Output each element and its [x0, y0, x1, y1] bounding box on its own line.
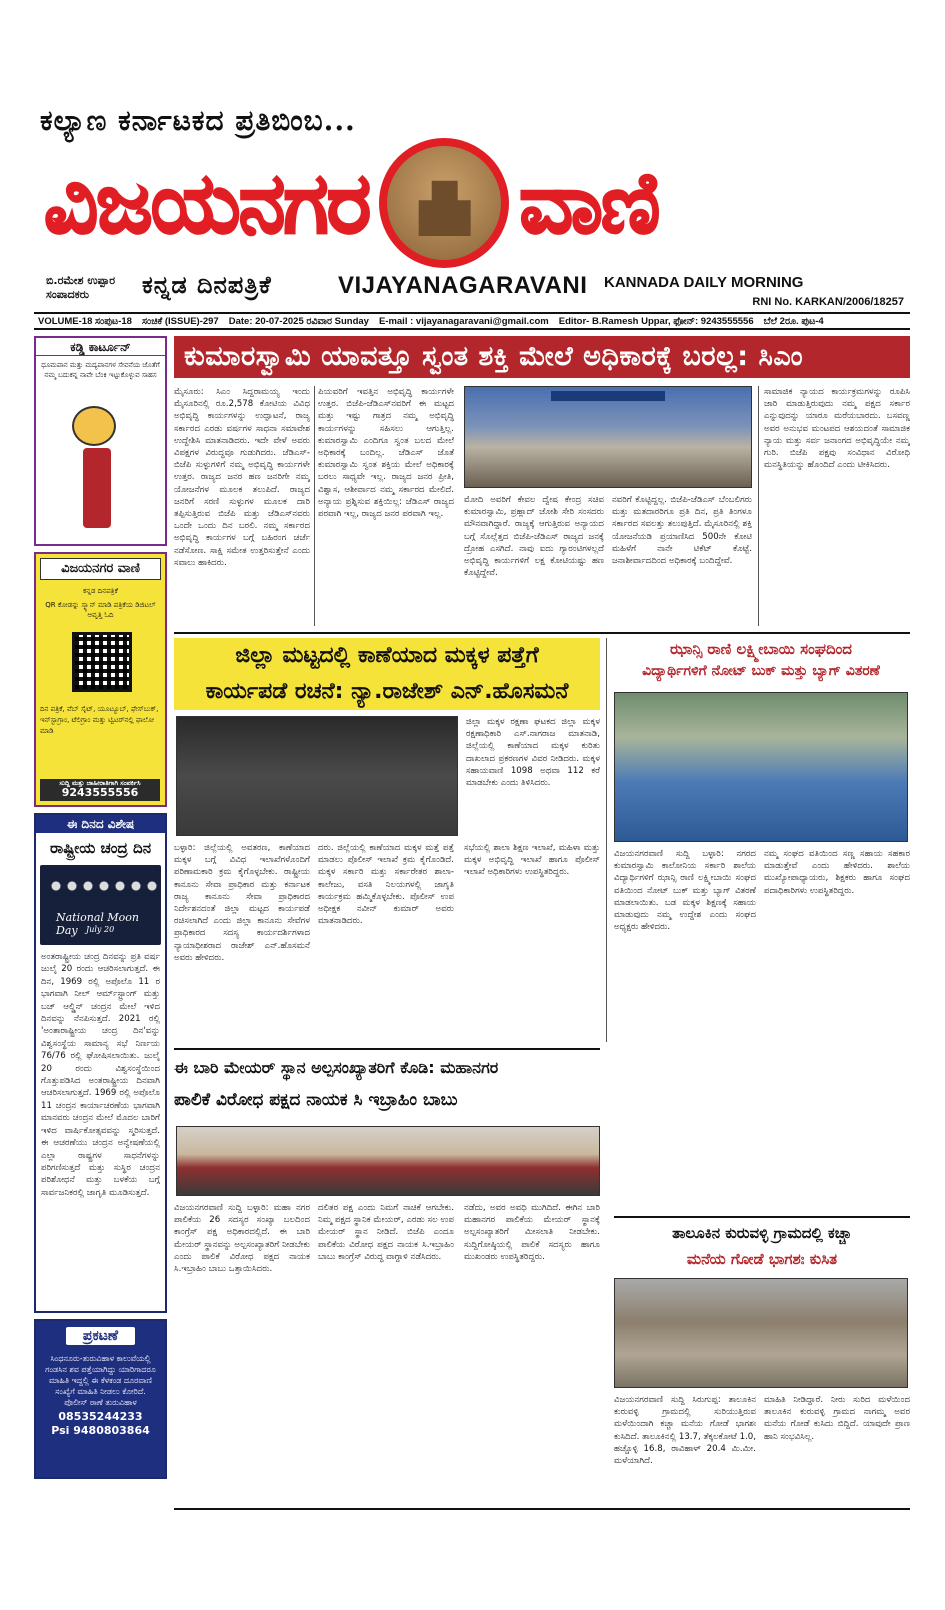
story4-col1: ವಿಜಯನಗರವಾಣಿ ಸುದ್ದಿ ಬಳ್ಳಾರಿ: ಮಹಾ ನಗರ ಪಾಲಿಕೆಯ 26 ಸದಸ್ಯರ ಸಂಖ್ಯಾ ಬಲದಿಂದ ಕಾಂಗ್ರೆಸ್ ಪಕ್ಷ ಅಧಿಕಾರದಲ್ಲಿದೆ. ಈ ಬಾರಿ ಮೇಯರ್ ಸ್ಥಾನವನ್ನು ಅಲ್ಪಸಂಖ್ಯಾತರಿಗೆ ನೀಡಬೇಕು ಎಂದು ಪಾಲಿಕೆ ವಿರೋಧ ಪಕ್ಷದ ನಾಯಕ ಸಿ.ಇಬ್ರಾಹಿಂ ಬಾಬು ಒತ್ತಾಯಿಸಿದರು.	[174, 1203, 310, 1275]
story3-col1: ವಿಜಯನಗರವಾಣಿ ಸುದ್ದಿ ಬಳ್ಳಾರಿ: ನಗರದ ಕುಮಾರಸ್ವಾಮಿ ಕಾಲೋನಿಯ ಸರ್ಕಾರಿ ಶಾಲೆಯ ವಿದ್ಯಾರ್ಥಿಗಳಿಗೆ ಝಾನ್ಸಿ ರಾಣಿ ಲಕ್ಷ್ಮೀಬಾಯಿ ಸಂಘದ ವತಿಯಿಂದ ನೋಟ್ ಬುಕ್ ಮತ್ತು ಬ್ಯಾಗ್ ವಿತರಣೆ ಮಾಡಲಾಯಿತು. ಬಡ ಮಕ್ಕಳ ಶಿಕ್ಷಣಕ್ಕೆ ಸಹಾಯ ಮಾಡುವುದು ನಮ್ಮ ಉದ್ದೇಶ ಎಂದು ಸಂಘದ ಅಧ್ಯಕ್ಷರು ಹೇಳಿದರು.	[614, 849, 756, 933]
special-head: ಈ ದಿನದ ವಿಶೇಷ	[36, 815, 165, 833]
notice-phone-1: 08535244233	[58, 1410, 143, 1423]
story5-headline-line2: ಮನೆಯ ಗೋಡೆ ಭಾಗಶಃ ಕುಸಿತ	[686, 1250, 838, 1268]
special-text: ಅಂತರಾಷ್ಟ್ರೀಯ ಚಂದ್ರ ದಿನವನ್ನು ಪ್ರತಿ ವರ್ಷ ಜುಲೈ 20 ರಂದು ಆಚರಿಸಲಾಗುತ್ತದೆ. ಈ ದಿನ, 1969 ರಲ್ಲಿ ಅಪೊಲೊ 11 ರ ಭಾಗವಾಗಿ ನೀಲ್ ಆರ್ಮ್‌ಸ್ಟ್ರಾಂಗ್ ಮತ್ತು ಬಜ್ ಆಲ್ಡ್ರಿನ್ ಚಂದ್ರನ ಮೇಲೆ ಇಳಿದ ದಿನವನ್ನು ನೆನಪಿಸುತ್ತದೆ. 2021 ರಲ್ಲಿ 'ಅಂತಾರಾಷ್ಟ್ರೀಯ ಚಂದ್ರ ದಿನ'ವನ್ನು ವಿಶ್ವಸಂಸ್ಥೆಯ ಸಾಮಾನ್ಯ ಸಭೆ ನಿರ್ಣಯ 76/76 ರಲ್ಲಿ ಘೋಷಿಸಲಾಯಿತು. ಜುಲೈ 20 ರಂದು ವಿಶ್ವಸಂಸ್ಥೆಯಿಂದ ಗೊತ್ತುಪಡಿಸಿದ ಅಂತರಾಷ್ಟ್ರೀಯ ದಿನವಾಗಿ ಆಚರಿಸಲಾಗುತ್ತದೆ. 1969 ರಲ್ಲಿ ಅಪೊಲೊ 11 ಚಂದ್ರನ ಕಾರ್ಯಾಚರಣೆಯ ಭಾಗವಾಗಿ ಮಾನವರು ಚಂದ್ರನ ಮೇಲೆ ಮೊದಲ ಬಾರಿಗೆ ಇಳಿದ ವಾರ್ಷಿಕೋತ್ಸವವನ್ನು ಸ್ಮರಿಸುತ್ತದೆ. ಈ ಆಚರಣೆಯು ಚಂದ್ರನ ಅನ್ವೇಷಣೆಯಲ್ಲಿ ಎಲ್ಲಾ ರಾಷ್ಟ್ರಗಳ ಸಾಧನೆಗಳನ್ನು ಪರಿಗಣಿಸುತ್ತದೆ ಮತ್ತು ಸುಸ್ಥಿರ ಚಂದ್ರನ ಪರಿಶೋಧನೆ ಮತ್ತು ಬಳಕೆಯ ಬಗ್ಗೆ ಸಾರ್ವಜನಿಕರಲ್ಲಿ ಜಾಗೃತಿ ಮೂಡಿಸುತ್ತದೆ.	[41, 952, 160, 1198]
story1-col3: ಮೋದಿ ಅವರಿಗೆ ಕೇವಲ ದ್ವೇಷ ಕೇಂದ್ರ ಸಚಿವ ಕುಮಾರಸ್ವಾಮಿ, ಪ್ರಹ್ಲಾದ್ ಜೋಶಿ ಸೇರಿ ಸಂಸದರು ಮೌನವಾಗಿದ್ದಾರೆ. ರಾಜ್ಯಕ್ಕೆ ಆಗುತ್ತಿರುವ ಅನ್ಯಾಯದ ಬಗ್ಗೆ ಸೊಲ್ಲೆತ್ತದ ಬಿಜೆಪಿ-ಜೆಡಿಎಸ್ ರಾಜ್ಯದ ಜನಕ್ಕೆ ದ್ರೋಹ ಎಸಗಿದೆ. ನಾವು ಐದು ಗ್ಯಾರಂಟಿಗಳಲ್ಲದೆ ಅಭಿವೃದ್ಧಿ ಕಾರ್ಯಗಳಿಗೆ ಲಕ್ಷ ಕೋಟಿಯಷ್ಟು ಹಣ ಕೊಟ್ಟಿದ್ದೇವೆ.	[464, 495, 604, 579]
english-title: VIJAYANAGARAVANI	[338, 272, 588, 299]
story2-col3: ಜಿಲ್ಲಾ ಮಕ್ಕಳ ರಕ್ಷಣಾ ಘಟಕದ ಜಿಲ್ಲಾ ಮಕ್ಕಳ ರಕ್ಷಣಾಧಿಕಾರಿ ಎಸ್.ನಾಗರಾಜ ಮಾತನಾಡಿ, ಜಿಲ್ಲೆಯಲ್ಲಿ ಕಾಣೆಯಾದ ಮಕ್ಕಳ ಕುರಿತು ದಾಖಲಾದ ಪ್ರಕರಣಗಳ ವಿವರ ನೀಡಿದರು. ಮಕ್ಕಳ ಸಹಾಯವಾಣಿ 1098 ಅಥವಾ 112 ಕರೆ ಮಾಡಬೇಕು ಎಂದು ತಿಳಿಸಿದರು.	[466, 717, 600, 789]
story4-headline	[174, 1052, 600, 1122]
email: E-mail : vijayanagaravani@gmail.com	[378, 315, 549, 327]
story1-photo	[464, 386, 752, 488]
cartoon-figure-icon	[58, 398, 138, 528]
today-special-box	[34, 813, 167, 1313]
ad-contact: ಸುದ್ದಿ ಮತ್ತು ಜಾಹೀರಾತಿಗಾಗಿ ಸಂಪರ್ಕಿಸಿ	[59, 779, 141, 787]
story4-photo	[176, 1126, 600, 1196]
ad-social-lines: ದಿನ ಪತ್ರಿಕೆ, ವೆಬ್ ಸೈಟ್, ಯೂಟ್ಯೂಬ್, ಫೇಸ್‌ಬುಕ್, ಇನ್‌ಸ್ಟಾಗ್ರಾಂ, ಟೆಲಿಗ್ರಾಂ ಮತ್ತು ಟ್ವಿಟರ್‌ನಲ್ಲಿ ಫಾಲೋ ಮಾಡಿ	[40, 705, 159, 735]
newspaper-page	[34, 96, 910, 1516]
cartoon-head: ಕಡ್ಡಿ ಕಾರ್ಟೂನ್	[36, 338, 165, 356]
ad-phone	[40, 779, 160, 801]
story5-headline	[614, 1220, 910, 1276]
story4-col2: ದಲಿತರ ಪಕ್ಷ ಎಂದು ನಿಮಗೆ ನಾಚಿಕೆ ಆಗಬೇಕು. ನಿಮ್ಮ ಪಕ್ಷದ ಸ್ಥಾನಿಕ ಮೇಯರ್, ಎರಡು ಸಲ ಉಪ ಮೇಯರ್ ಸ್ಥಾನ ನೀಡಿದೆ. ಬಿಜೆಪಿ ಎಂದೂ ಪಾಲಿಕೆಯ ವಿರೋಧ ಪಕ್ಷದ ನಾಯಕ ಸಿ.ಇಬ್ರಾಹಿಂ ಬಾಬು ಕಾಂಗ್ರೆಸ್ ವಿರುದ್ಧ ವಾಗ್ದಾಳಿ ನಡೆಸಿದರು.	[318, 1203, 454, 1262]
story5-photo	[614, 1278, 908, 1388]
story4-headline-line1: ಈ ಬಾರಿ ಮೇಯರ್ ಸ್ಥಾನ ಅಲ್ಪಸಂಖ್ಯಾತರಿಗೆ ಕೊಡಿ: ಮಹಾನಗರ	[174, 1058, 499, 1077]
moon-day-date: July 20	[86, 925, 115, 934]
cartoon-box	[34, 336, 167, 546]
story5-col1: ವಿಜಯನಗರವಾಣಿ ಸುದ್ದಿ ಸಿರುಗುಪ್ಪ: ತಾಲೂಕಿನ ಕುರುವಳ್ಳಿ ಗ್ರಾಮದಲ್ಲಿ ಸುರಿಯುತ್ತಿರುವ ಮಳೆಯಿಂದಾಗಿ ಕಚ್ಚಾ ಮನೆಯ ಗೋಡೆ ಭಾಗಶಃ ಕುಸಿದಿದೆ. ತಾಲೂಕಿನಲ್ಲಿ 13.7, ತೆಕ್ಕಲಕೋಟೆ 1.0, ಹಚ್ಚೊಳ್ಳಿ 16.8, ರಾವಿಹಾಳ್ 20.4 ಮಿ.ಮೀ. ಮಳೆಯಾಗಿದೆ.	[614, 1395, 756, 1467]
date: Date: 20-07-2025 ರವಿವಾರ Sunday	[228, 315, 369, 327]
story4-headline-line2: ಪಾಲಿಕೆ ವಿರೋಧ ಪಕ್ಷದ ನಾಯಕ ಸಿ ಇಬ್ರಾಹಿಂ ಬಾಬು	[174, 1090, 458, 1110]
story3-headline-line1: ಝಾನ್ಸಿ ರಾಣಿ ಲಕ್ಷ್ಮೀಬಾಯಿ ಸಂಘದಿಂದ	[669, 640, 853, 658]
price: ಬೆಲೆ 2ರೂ. ಪುಟ-4	[763, 315, 824, 327]
cartoon-caption: ಧೂಮಪಾನ ಮತ್ತು ಮದ್ಯಪಾನಗಳ ಸೇವನೆಯ ಜೊತೆಗೆ ನಮ್ಮ ಬದುಕನ್ನ ನಾವೇ ಬೆಂಕಿ ಇಟ್ಟುಕೊಳ್ಳುವ ಸಾಹಸ	[41, 361, 160, 379]
story5-col2: ಮಾಹಿತಿ ನೀಡಿದ್ದಾರೆ. ನೀರು ಸುರಿದ ಮಳೆಯಿಂದ ತಾಲೂಕಿನ ಕುರುವಳ್ಳಿ ಗ್ರಾಮದ ನಾಗಮ್ಮ ಅವರ ಮನೆಯ ಗೋಡೆ ಕುಸಿದು ಬಿದ್ದಿದೆ. ಯಾವುದೇ ಪ್ರಾಣ ಹಾನಿ ಸಂಭವಿಸಿಲ್ಲ.	[764, 1395, 910, 1442]
story2-col4: ಸಭೆಯಲ್ಲಿ ಶಾಲಾ ಶಿಕ್ಷಣ ಇಲಾಖೆ, ಮಹಿಳಾ ಮತ್ತು ಮಕ್ಕಳ ಅಭಿವೃದ್ಧಿ ಇಲಾಖೆ ಹಾಗೂ ಪೊಲೀಸ್ ಇಲಾಖೆ ಅಧಿಕಾರಿಗಳು ಉಪಸ್ಥಿತರಿದ್ದರು.	[464, 843, 600, 878]
story1-col5: ಸಾಮಾಜಿಕ ನ್ಯಾಯದ ಕಾರ್ಯಕ್ರಮಗಳನ್ನು ರೂಪಿಸಿ ಜಾರಿ ಮಾಡುತ್ತಿರುವುದು ನಮ್ಮ ಪಕ್ಷದ ಸರ್ಕಾರ ಎನ್ನುವುದನ್ನು ಯಾರೂ ಮರೆಯಬಾರದು. ಬಸವಣ್ಣ ಅವರ ಅನುಭವ ಮಂಟಪದ ಆಶಯದಂತೆ ಸಾಮಾಜಿಕ ನ್ಯಾಯ ಮತ್ತು ಸರ್ವ ಜನಾಂಗದ ಅಭಿವೃದ್ಧಿಯೇ ನಮ್ಮ ಗುರಿ. ಬಿಜೆಪಿ ಪಕ್ಷವು ಸಂವಿಧಾನ ವಿರೋಧಿ ಮನಸ್ಥಿತಿಯನ್ನು ಹೊಂದಿದೆ ಎಂದು ಟೀಕಿಸಿದರು.	[764, 387, 910, 471]
title-right: ವಾಣಿ	[519, 154, 659, 252]
dateline	[34, 312, 910, 330]
story2-col1: ಬಳ್ಳಾರಿ: ಜಿಲ್ಲೆಯಲ್ಲಿ ಅವತರಣ, ಕಾಣೆಯಾದ ಮಕ್ಕಳ ಬಗ್ಗೆ ವಿವಿಧ ಇಲಾಖೆಗಳೊಂದಿಗೆ ಪರಿಣಾಮಕಾರಿ ಕ್ರಮ ಕೈಗೊಳ್ಳಬೇಕು. ರಾಷ್ಟ್ರೀಯ ಕಾನೂನು ಸೇವಾ ಪ್ರಾಧಿಕಾರ ಮತ್ತು ಕರ್ನಾಟಕ ರಾಜ್ಯ ಕಾನೂನು ಸೇವಾ ಪ್ರಾಧಿಕಾರದ ನಿರ್ದೇಶನದಂತೆ ಜಿಲ್ಲಾ ಮಟ್ಟದ ಕಾರ್ಯಪಡೆ ರಚಿಸಲಾಗಿದೆ ಎಂದು ಜಿಲ್ಲಾ ಕಾನೂನು ಸೇವೆಗಳ ಪ್ರಾಧಿಕಾರದ ಸದಸ್ಯ ಕಾರ್ಯದರ್ಶಿಗಳಾದ ನ್ಯಾಯಾಧೀಶರಾದ ರಾಜೇಶ್ ಎನ್.ಹೊಸಮನೆ ಅವರು ಹೇಳಿದರು.	[174, 843, 310, 963]
story1-col1: ಮೈಸೂರು: ಸಿಎಂ ಸಿದ್ದರಾಮಯ್ಯ ಇಂದು ಮೈಸೂರಿನಲ್ಲಿ ರೂ.2,578 ಕೋಟಿಯ ವಿವಿಧ ಅಭಿವೃದ್ಧಿ ಕಾರ್ಯಗಳನ್ನು ಉದ್ಘಾಟನೆ, ರಾಜ್ಯ ಸರ್ಕಾರದ ಎರಡು ವರ್ಷಗಳ ಸಾಧನಾ ಸಮಾವೇಶ ಉದ್ದೇಶಿಸಿ ಮಾತನಾಡಿದರು. ಇದೇ ವೇಳೆ ಅವರು ವಿಪಕ್ಷಗಳ ವಿರುದ್ಧವೂ ಗುಡುಗಿದರು. ಜೆಡಿಎಸ್-ಬಿಜೆಪಿ ಸುಳ್ಳುಗಳಿಗೆ ನಮ್ಮ ಅಭಿವೃದ್ಧಿ ಕಾರ್ಯಗಳೇ ಉತ್ತರ. ರಾಜ್ಯದ ಜನರ ಹಣ ಜನರಿಗೇ ನಮ್ಮ ಯೋಜನೆಗಳ ಮೂಲಕ ತಲುಪಿದೆ. ರಾಜ್ಯದ ಜನರಿಗೆ ಸರಣಿ ಸುಳ್ಳುಗಳ ಮೂಲಕ ದಾರಿ ತಪ್ಪಿಸುತ್ತಿರುವ ಬಿಜೆಪಿ ಮತ್ತು ಜೆಡಿಎಸ್‌ನವರು ಒಂದೇ ಒಂದು ದಿನ ಬರಲಿ. ನಮ್ಮ ಸರ್ಕಾರದ ಅಭಿವೃದ್ಧಿ ಕಾರ್ಯಗಳ ಬಗ್ಗೆ ಬಹಿರಂಗ ಚರ್ಚೆ ನಡೆಸೋಣ. ಸಾಕ್ಷಿ ಸಮೇತ ಉತ್ತರಿಸುತ್ತೇನೆ ಎಂದು ಸವಾಲು ಹಾಕಿದರು.	[174, 387, 310, 568]
kannada-daily-label: ಕನ್ನಡ ದಿನಪತ್ರಿಕೆ	[142, 270, 272, 299]
ad-phone-number: 9243555556	[61, 786, 139, 799]
editor-contact: Editor- B.Ramesh Uppar, ಫೋನ್: 9243555556	[558, 315, 754, 327]
left-column	[34, 336, 167, 1516]
story1-col2: ಪಿಯವರಿಗೆ ಇವತ್ತಿನ ಅಭಿವೃದ್ಧಿ ಕಾರ್ಯಗಳೇ ಉತ್ತರ. ಬಿಜೆಪಿ-ಜೆಡಿಎಸ್‌ನವರಿಗೆ ಈ ಮಟ್ಟದ ಮತ್ತು ಇಷ್ಟು ಗಾತ್ರದ ನಮ್ಮ ಅಭಿವೃದ್ಧಿ ಕಾರ್ಯಗಳನ್ನು ಸಹಿಸಲು ಆಗುತ್ತಿಲ್ಲ. ಕುಮಾರಸ್ವಾಮಿ ಎಂದಿಗೂ ಸ್ವಂತ ಬಲದ ಮೇಲೆ ಅಧಿಕಾರಕ್ಕೆ ಬಂದಿಲ್ಲ. ಜೆಡಿಎಸ್ ಜೊತೆ ಕುಮಾರಸ್ವಾಮಿ ಸ್ವಂತ ಶಕ್ತಿಯ ಮೇಲೆ ಅಧಿಕಾರಕ್ಕೆ ಬರಲು ಸಾಧ್ಯವೇ ಇಲ್ಲ. ರಾಜ್ಯದ ಜನರ ಪ್ರೀತಿ, ವಿಶ್ವಾಸ, ಆಶೀರ್ವಾದ ನಮ್ಮ ಸರ್ಕಾರದ ಮೇಲಿದೆ. ಅನ್ಯಾಯ ಪ್ರಶ್ನಿಸುವ ಶಕ್ತಿಯಿಲ್ಲ: ಜೆಡಿಎಸ್ ರಾಜ್ಯದ ಪರವಾಗಿ ಇಲ್ಲ, ರಾಜ್ಯದ ಜನರ ಪರವಾಗಿ ಇಲ್ಲ.	[318, 387, 454, 520]
story2-col2: ದರು. ಜಿಲ್ಲೆಯಲ್ಲಿ ಕಾಣೆಯಾದ ಮಕ್ಕಳ ಮತ್ತೆ ಪತ್ತೆ ಮಾಡಲು ಪೊಲೀಸ್ ಇಲಾಖೆ ಕ್ರಮ ಕೈಗೊಂಡಿದೆ. ಮಕ್ಕಳ ಸರ್ಕಾರಿ ಮತ್ತು ಸರ್ಕಾರೇತರ ಶಾಲಾ-ಕಾಲೇಜು, ವಸತಿ ನಿಲಯಗಳಲ್ಲಿ ಜಾಗೃತಿ ಕಾರ್ಯಕ್ರಮ ಹಮ್ಮಿಕೊಳ್ಳಬೇಕು. ಪೊಲೀಸ್ ಉಪ ಅಧೀಕ್ಷಕ ನವೀನ್ ಕುಮಾರ್ ಅವರು ಮಾತನಾಡಿದರು.	[318, 843, 454, 927]
rni-number: RNI No. KARKAN/2006/18257	[752, 296, 904, 308]
moon-day-label: National Moon Day	[56, 911, 139, 937]
temple-logo-icon	[379, 138, 509, 268]
volume: VOLUME-18 ಸಂಪುಟ-18	[38, 315, 132, 327]
story5-headline-line1: ತಾಲೂಕಿನ ಕುರುವಳ್ಳಿ ಗ್ರಾಮದಲ್ಲಿ ಕಚ್ಚಾ	[672, 1224, 852, 1242]
ad-sub: ಕನ್ನಡ ದಿನಪತ್ರಿಕೆ	[82, 587, 118, 595]
ad-text: QR ಕೋಡನ್ನು ಸ್ಕ್ಯಾನ್ ಮಾಡಿ ಪತ್ರಿಕೆಯ ಡಿಜಿಟಲ್ ಆವೃತ್ತಿ ಓದಿ	[45, 601, 156, 619]
notice-box	[34, 1319, 167, 1479]
story2-photo	[176, 716, 458, 836]
qr-code-icon[interactable]	[72, 632, 132, 692]
qr-ad-box	[34, 552, 167, 807]
moon-day-image	[40, 865, 161, 945]
special-title: ರಾಷ್ಟ್ರೀಯ ಚಂದ್ರ ದಿನ	[49, 839, 152, 857]
moon-phases-icon	[48, 877, 158, 895]
story3-headline	[612, 638, 910, 688]
masthead-title	[44, 148, 904, 258]
editor-name: ಬಿ.ರಮೇಶ ಉಪ್ಪಾರ ಸಂಪಾದಕರು	[46, 274, 116, 301]
story1-col4: ನವರಿಗೆ ಕೊಟ್ಟಿದ್ದಲ್ಲ. ಬಿಜೆಪಿ-ಜೆಡಿಎಸ್ ಬೆಂಬಲಿಗರು ಮತ್ತು ಮತದಾರರಿಗೂ ಪ್ರತಿ ದಿನ, ಪ್ರತಿ ತಿಂಗಳೂ ಸರ್ಕಾರದ ಸವಲತ್ತು ತಲುಪುತ್ತಿದೆ. ಮೈಸೂರಿನಲ್ಲಿ ಶಕ್ತಿ ಯೋಜನೆಯಡಿ ಪ್ರಯಾಣಿಸಿದ 500ನೇ ಕೋಟಿ ಮಹಿಳೆಗೆ ನಾನೇ ಟಿಕೆಟ್ ಕೊಟ್ಟೆ. ಜನಾಶೀರ್ವಾದದಿಂದ ಅಧಿಕಾರಕ್ಕೆ ಬಂದಿದ್ದೇವೆ.	[612, 495, 752, 567]
notice-head: ಪ್ರಕಟಣೆ	[66, 1327, 135, 1345]
story3-col2: ನಮ್ಮ ಸಂಘದ ವತಿಯಿಂದ ಸಣ್ಣ ಸಹಾಯ ಸಹಕಾರ ಮಾಡುತ್ತೇವೆ ಎಂದು ಹೇಳಿದರು. ಶಾಲೆಯ ಮುಖ್ಯೋಪಾಧ್ಯಾಯರು, ಶಿಕ್ಷಕರು ಹಾಗೂ ಸಂಘದ ಪದಾಧಿಕಾರಿಗಳು ಉಪಸ್ಥಿತರಿದ್ದರು.	[764, 849, 910, 896]
story3-headline-line2: ವಿದ್ಯಾರ್ಥಿಗಳಿಗೆ ನೋಟ್ ಬುಕ್ ಮತ್ತು ಬ್ಯಾಗ್ ವಿತರಣೆ	[642, 663, 880, 679]
ad-head: ವಿಜಯನಗರ ವಾಣಿ	[40, 558, 161, 580]
issue: ಸಂಚಿಕೆ (ISSUE)-297	[141, 315, 219, 327]
english-daily-label: KANNADA DAILY MORNING	[604, 274, 804, 291]
story1-headline: ಕುಮಾರಸ್ವಾಮಿ ಯಾವತ್ತೂ ಸ್ವಂತ ಶಕ್ತಿ ಮೇಲೆ ಅಧಿಕಾರಕ್ಕೆ ಬರಲ್ಲ: ಸಿಎಂ	[174, 336, 910, 378]
story3-photo	[614, 692, 908, 842]
story2-headline-line1: ಜಿಲ್ಲಾ ಮಟ್ಟದಲ್ಲಿ ಕಾಣೆಯಾದ ಮಕ್ಕಳ ಪತ್ತೆಗೆ	[235, 643, 539, 668]
story2-headline	[174, 638, 600, 710]
tagline: ಕಲ್ಯಾಣ ಕರ್ನಾಟಕದ ಪ್ರತಿಬಿಂಬ...	[40, 104, 356, 137]
title-left: ವಿಜಯನಗರ	[44, 154, 370, 252]
notice-text: ಸಿಂಧನೂರು-ತುರುವಿಹಾಳ ಕಾಲುವೆಯಲ್ಲಿ ಗಂಡಸಿನ ಶವ ಪತ್ತೆಯಾಗಿದ್ದು ಯಾರಿಗಾದರೂ ಮಾಹಿತಿ ಇದ್ದಲ್ಲಿ ಈ ಕೆಳಕಂಡ ದೂರವಾಣಿ ಸಂಖ್ಯೆಗೆ ಮಾಹಿತಿ ನೀಡಲು ಕೋರಿದೆ. ಪೊಲೀಸ್ ಠಾಣೆ ತುರುವಿಹಾಳ	[45, 1354, 156, 1407]
notice-phone-2: Psi 9480803864	[51, 1424, 150, 1437]
story2-headline-line2: ಕಾರ್ಯಪಡೆ ರಚನೆ: ನ್ಯಾ.ರಾಜೇಶ್ ಎನ್.ಹೊಸಮನೆ	[205, 679, 569, 704]
story4-col3: ನಡೆದು, ಅವರ ಅವಧಿ ಮುಗಿದಿದೆ. ಈಗಿನ ಬಾರಿ ಮಹಾನಗರ ಪಾಲಿಕೆಯ ಮೇಯರ್ ಸ್ಥಾನಕ್ಕೆ ಅಲ್ಪಸಂಖ್ಯಾತರಿಗೆ ಮೀಸಲಾತಿ ನೀಡಬೇಕು. ಸುದ್ದಿಗೋಷ್ಠಿಯಲ್ಲಿ ಪಾಲಿಕೆ ಸದಸ್ಯರು ಹಾಗೂ ಮುಖಂಡರು ಉಪಸ್ಥಿತರಿದ್ದರು.	[464, 1203, 600, 1262]
